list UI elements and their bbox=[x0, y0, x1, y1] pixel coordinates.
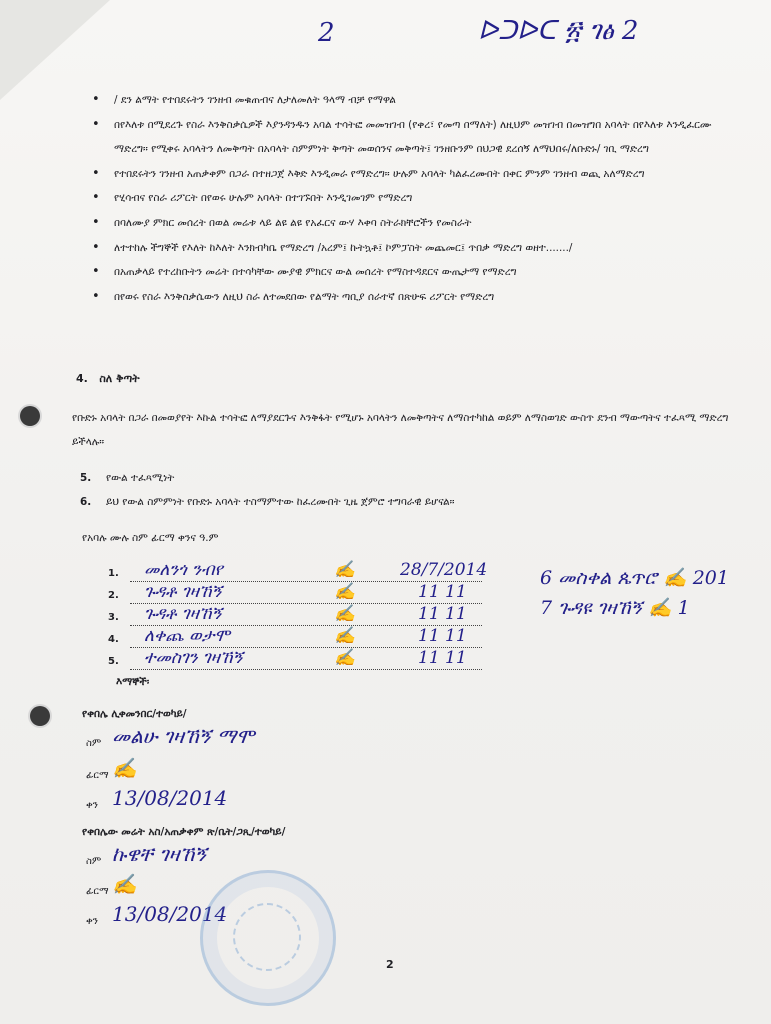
punch-hole bbox=[20, 406, 40, 426]
section-5-heading: 5. የውል ተፈጻሚነት bbox=[80, 472, 175, 484]
list-item: • በባለሙያ ምክር መሰረት በወል መሬቱ ላይ ልዩ ልዩ የአፈርና ውሃ እቀባ ስትራክቸሮችን የመስራት bbox=[92, 211, 732, 236]
table-row: 5. ተመስገን ገዛኸኝ ✍ 11 11 bbox=[108, 656, 126, 667]
extra-member-6: 6 መስቀል ጴጥሮ ✍ 201 bbox=[540, 567, 729, 589]
signature-mark: ✍ bbox=[334, 648, 356, 668]
receiver-date-field: ቀን 13/08/2014 bbox=[86, 786, 228, 811]
section-6-text: 6. ይህ የውል ስምምነት የቡድኑ አባላት ተስማምተው ከፈረሙበት ጊዜ ጀምሮ ተግባራዊ ይሆናል። bbox=[80, 496, 455, 508]
signature-mark: ✍ bbox=[334, 604, 356, 624]
list-item: • በአጠቃላይ የተረከቡትን መሬት በተሳካቸው ሙያዊ ምክርና ውል መሰረት የማስተዳደርና ውጤታማ የማድረግ bbox=[92, 260, 732, 285]
signature-mark: ✍ bbox=[112, 872, 137, 896]
page-fold-shadow bbox=[0, 0, 110, 100]
list-item: • በየእለቱ በሚደረጉ የስራ እንቅስቃሴዎች እያንዳንዱን አባል ተሳትፎ መመዝገብ (የቀረ፣ የመጣ በማለት) ለዚህም መዝገብ በመዝግበ አባላት በየእለቱ እንዲፈርሙ ማድረግ። የሚቀሩ አባላትን ለመቅጣት በአባላት ስምምነት ቅጣት መወሰንና መቅጣት፤ ገንዘቡንም በህጋዊ ደረሰኝ ለማህበሩ/ለቡድኑ/ ገቢ ማድረግ bbox=[92, 113, 732, 162]
signature-mark: ✍ bbox=[334, 582, 356, 602]
section-4-paragraph: የቡድኑ አባላት በጋራ በመወያየት እኩል ተሳትፎ ለማያደርጉና እንቅፋት የሚሆኑ አባላትን ለመቅጣትና ለማስተካከል ወይም ለማስወገድ ውስጥ ደንብ ማውጣትና ተፈጻሚ ማድረግ ይችላሉ። bbox=[72, 412, 729, 448]
list-item: • የሂሳብና የስራ ሪፖርት በየወሩ ሁሉም አባላት በተገኙበት እንዲገመገም የማድረግ bbox=[92, 186, 732, 211]
punch-hole bbox=[30, 706, 50, 726]
table-row: 2. ጉዳቶ ገዛኸኝ ✍ 11 11 bbox=[108, 590, 126, 601]
signature-mark: ✍ bbox=[334, 560, 356, 580]
list-item: • የተበደሩትን ገንዘብ አጠቃቀም በጋራ በተዘጋጀ እቅድ እንዲመራ የማድረግ። ሁሉም አባላት ካልፈረሙበት በቀር ምንም ገንዘብ ወጪ አለማድረግ bbox=[92, 162, 732, 187]
land-officer-date-field: ቀን 13/08/2014 bbox=[86, 902, 228, 927]
section-4-heading: 4. ስለ ቅጣት bbox=[76, 372, 140, 385]
handwritten-page-number: 2 bbox=[318, 18, 335, 48]
handwritten-reference: ᐅᑐᐅᑕ ፳ ገፅ 2 bbox=[478, 16, 639, 46]
witness-label: እማኞች፡ bbox=[116, 676, 150, 688]
table-row: 1. መለንጎ ንብየ ✍ 28/7/2014 bbox=[108, 560, 488, 580]
receiver-title: የቀበሌ ሊቀመንበር/ተወካይ/ bbox=[82, 708, 187, 720]
land-officer-name-field: ስም ኩዌቸ ገዛኸኝ bbox=[86, 842, 207, 867]
land-officer-sign-field: ፊርማ ✍ bbox=[86, 872, 137, 897]
page-number: 2 bbox=[386, 958, 394, 971]
table-row: 3. ጉዳቶ ገዛኸኝ ✍ 11 11 bbox=[108, 612, 126, 623]
receiver-sign-field: ፊርማ ✍ bbox=[86, 756, 137, 781]
responsibility-list bbox=[92, 88, 732, 309]
official-seal-stamp bbox=[200, 870, 336, 1006]
table-row: 4. ለቀጨ ወታሞ ✍ 11 11 bbox=[108, 634, 126, 645]
list-item: • በየወሩ የስራ እንቅስቃሴውን ለዚህ ስራ ለተመደበው የልማት ጣቢያ ሰራተኛ በጽሁፍ ሪፖርት የማድረግ bbox=[92, 285, 732, 310]
land-officer-title: የቀበሌው መሬት አስ/አጠቃቀም ጽ/ቤት/ጋጺ/ተወካይ/ bbox=[82, 826, 286, 838]
signature-table-header: የአባሉ ሙሉ ስም ፊርማ ቀንና ዓ.ም bbox=[82, 532, 219, 544]
receiver-name-field: ስም መልሁ ገዛኸኝ ማሞ bbox=[86, 724, 255, 749]
signature-mark: ✍ bbox=[112, 756, 137, 780]
list-item: • ለተተከሉ ችግኞች የእለት ከእለት እንክብካቤ የማድረግ /አረም፤ ኩትኳቶ፤ ኮምፓስት መጨመር፤ ጥበቃ ማድረግ ወዘተ......./ bbox=[92, 236, 732, 261]
signature-mark: ✍ bbox=[334, 626, 356, 646]
list-item: • / ደን ልማት የተበደሩትን ገንዘብ መቁጠብና ለታለመለት ዓላማ ብቻ የማዋል bbox=[92, 88, 732, 113]
extra-member-7: 7 ጉዳዩ ገዛኸኝ ✍ 1 bbox=[540, 597, 690, 619]
